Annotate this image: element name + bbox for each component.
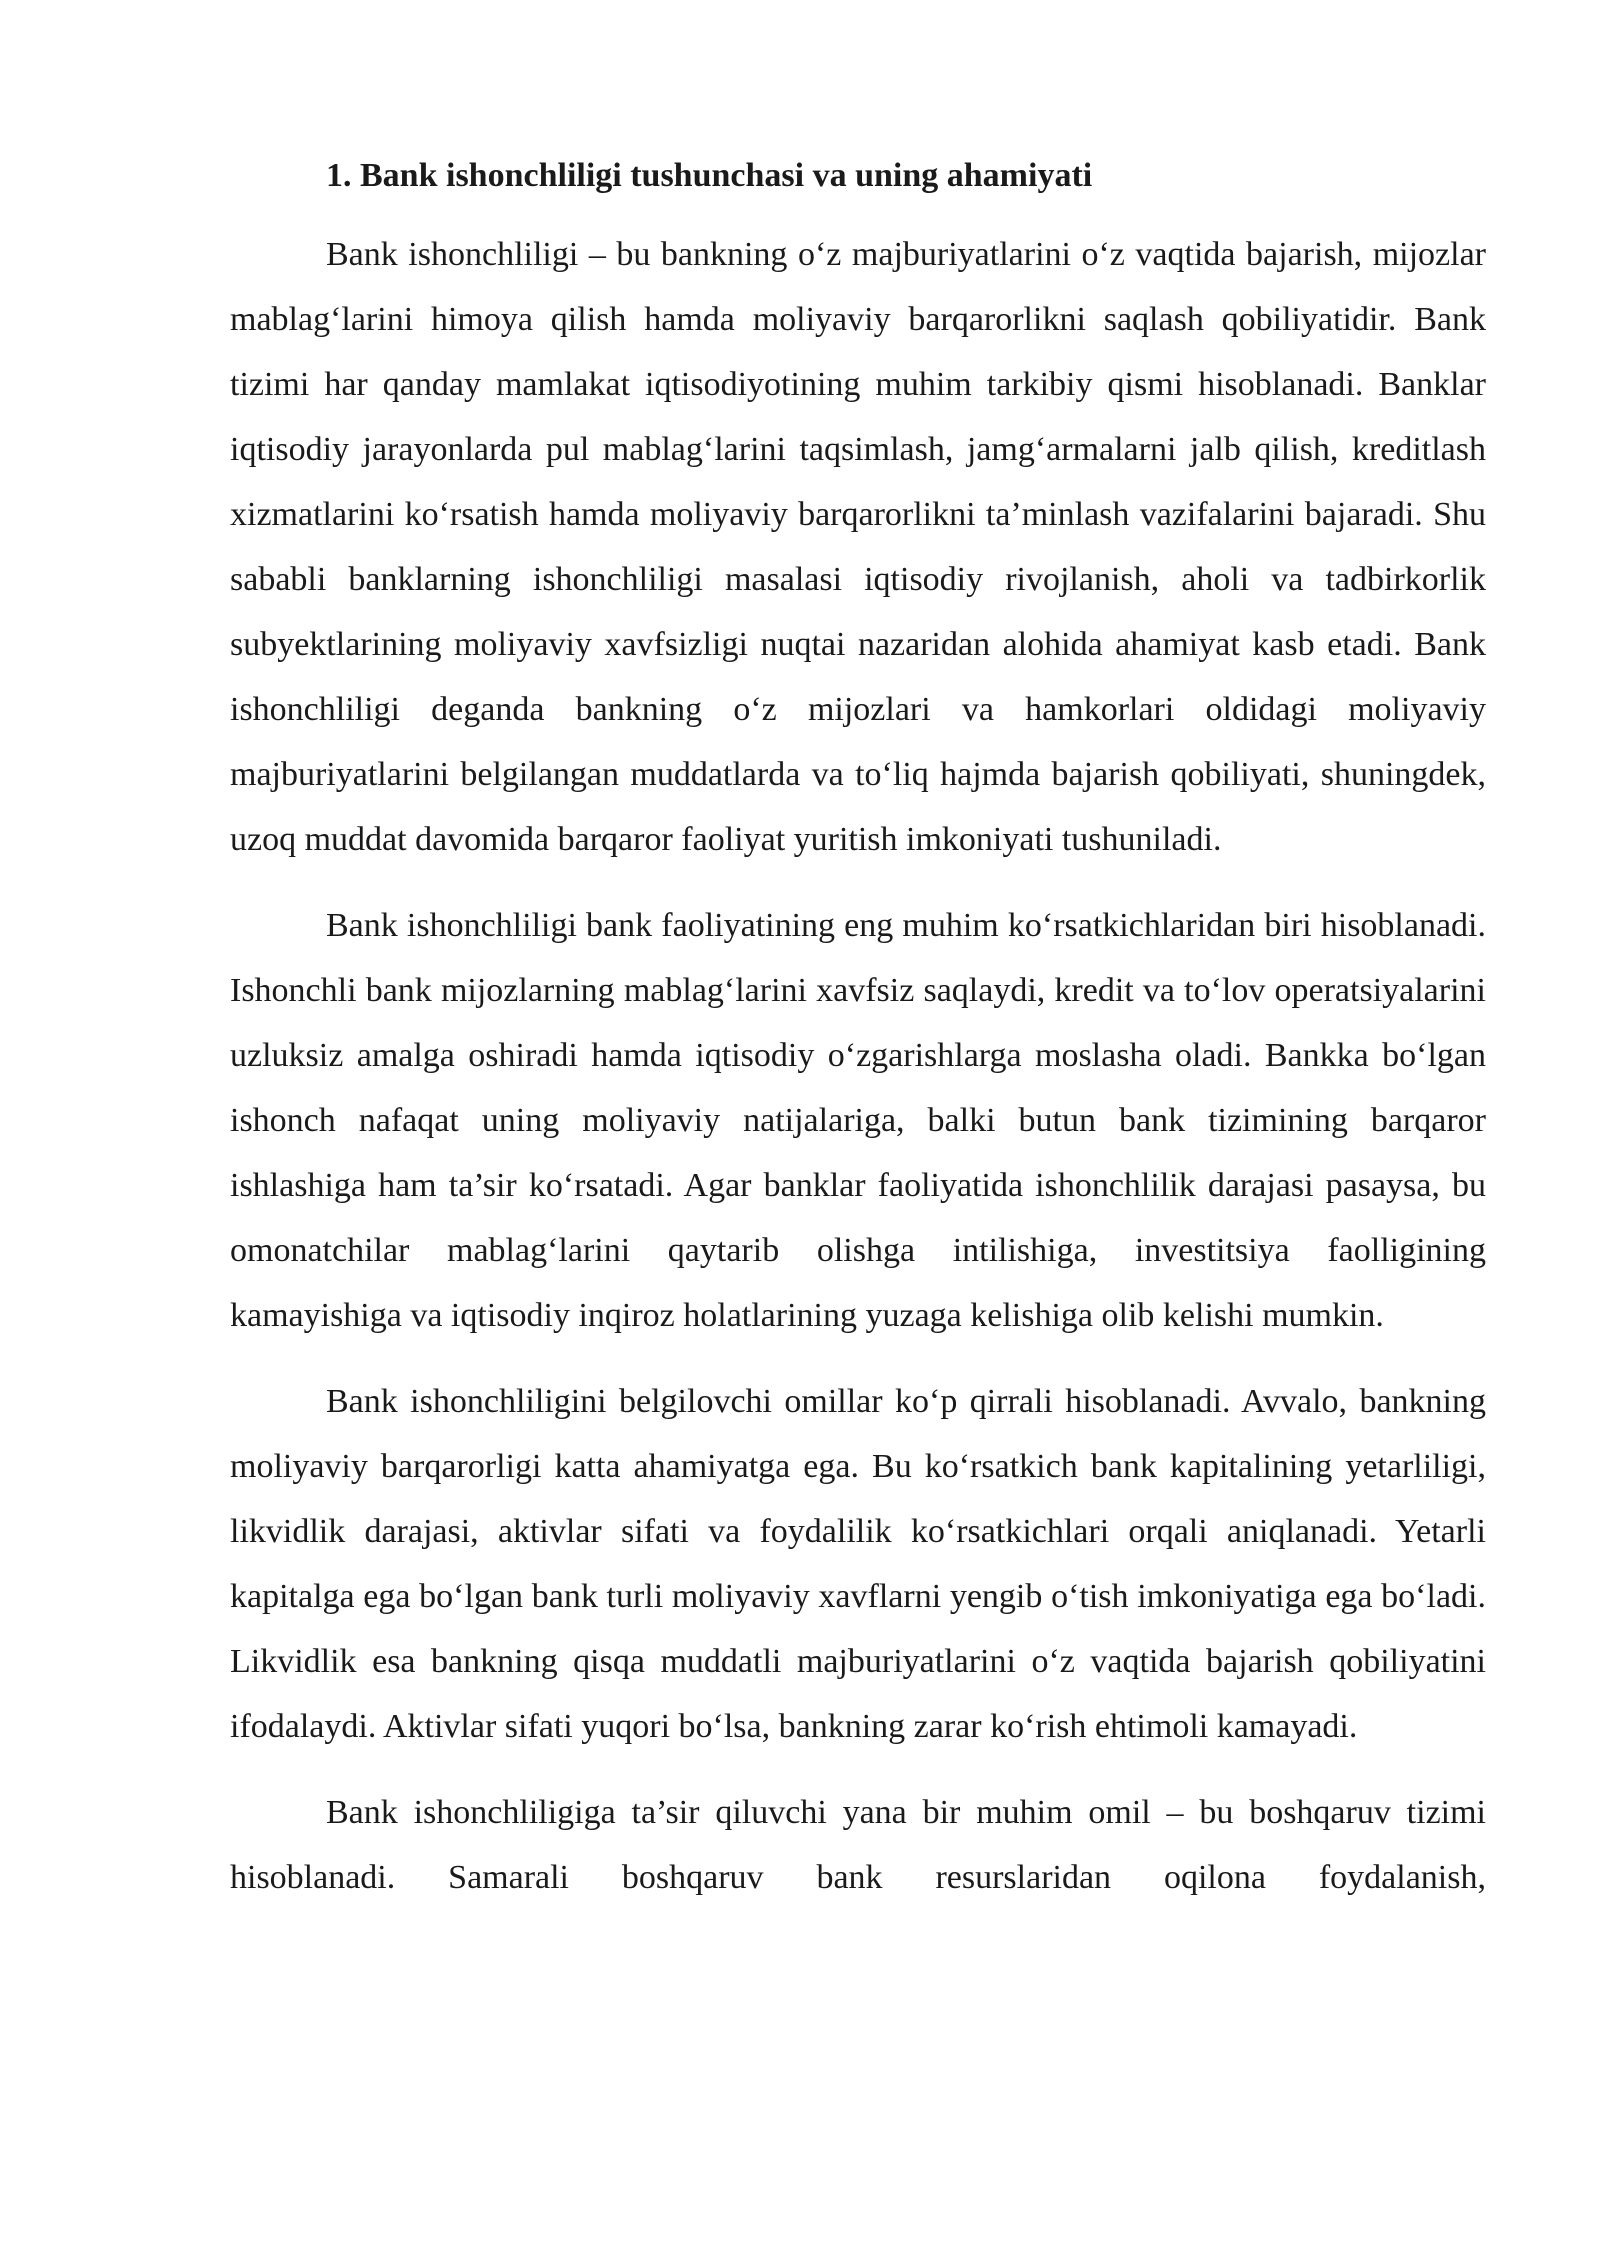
paragraph-1: Bank ishonchliligi – bu bankning o‘z majburiyatlarini o‘z vaqtida bajarish, mijozlar mablag‘larini himoya qilish hamda moliyaviy barqarorlikni saqlash qobiliyatidir. Bank tizimi har qanday mamlakat iqtisodiyotining muhim tarkibiy qismi hisoblanadi. Banklar iqtisodiy jarayonlarda pul mablag‘larini taqsimlash, jamg‘armalarni jalb qilish, kreditlash xizmatlarini ko‘rsatish hamda moliyaviy barqarorlikni ta’minlash vazifalarini bajaradi. Shu sababli banklarning ishonchliligi masalasi iqtisodiy rivojlanish, aholi va tadbirkorlik subyektlarining moliyaviy xavfsizligi nuqtai nazaridan alohida ahamiyat kasb etadi. Bank ishonchliligi deganda bankning o‘z mijozlari va hamkorlari oldidagi moliyaviy majburiyatlarini belgilangan muddatlarda va to‘liq hajmda bajarish qobiliyati, shuningdek, uzoq muddat davomida barqaror faoliyat yuritish imkoniyati tushuniladi. <box>230 236 1486 858</box>
section-heading: 1. Bank ishonchliligi tushunchasi va uning ahamiyati <box>326 157 1093 194</box>
paragraph-4: Bank ishonchliligiga ta’sir qiluvchi yana bir muhim omil – bu boshqaruv tizimi hisoblanadi. Samarali boshqaruv bank resurslaridan oqilona foydalanish, <box>230 1794 1486 1896</box>
document-page <box>230 150 1486 1931</box>
paragraph-3: Bank ishonchliligini belgilovchi omillar ko‘p qirrali hisoblanadi. Avvalo, bankning moliyaviy barqarorligi katta ahamiyatga ega. Bu ko‘rsatkich bank kapitalining yetarliligi, likvidlik darajasi, aktivlar sifati va foydalilik ko‘rsatkichlari orqali aniqlanadi. Yetarli kapitalga ega bo‘lgan bank turli moliyaviy xavflarni yengib o‘tish imkoniyatiga ega bo‘ladi. Likvidlik esa bankning qisqa muddatli majburiyatlarini o‘z vaqtida bajarish qobiliyatini ifodalaydi. Aktivlar sifati yuqori bo‘lsa, bankning zarar ko‘rish ehtimoli kamayadi. <box>230 1383 1486 1745</box>
paragraph-2: Bank ishonchliligi bank faoliyatining eng muhim ko‘rsatkichlaridan biri hisoblanadi. Ishonchli bank mijozlarning mablag‘larini xavfsiz saqlaydi, kredit va to‘lov operatsiyalarini uzluksiz amalga oshiradi hamda iqtisodiy o‘zgarishlarga moslasha oladi. Bankka bo‘lgan ishonch nafaqat uning moliyaviy natijalariga, balki butun bank tizimining barqaror ishlashiga ham ta’sir ko‘rsatadi. Agar banklar faoliyatida ishonchlilik darajasi pasaysa, bu omonatchilar mablag‘larini qaytarib olishga intilishiga, investitsiya faolligining kamayishiga va iqtisodiy inqiroz holatlarining yuzaga kelishiga olib kelishi mumkin. <box>230 907 1486 1334</box>
